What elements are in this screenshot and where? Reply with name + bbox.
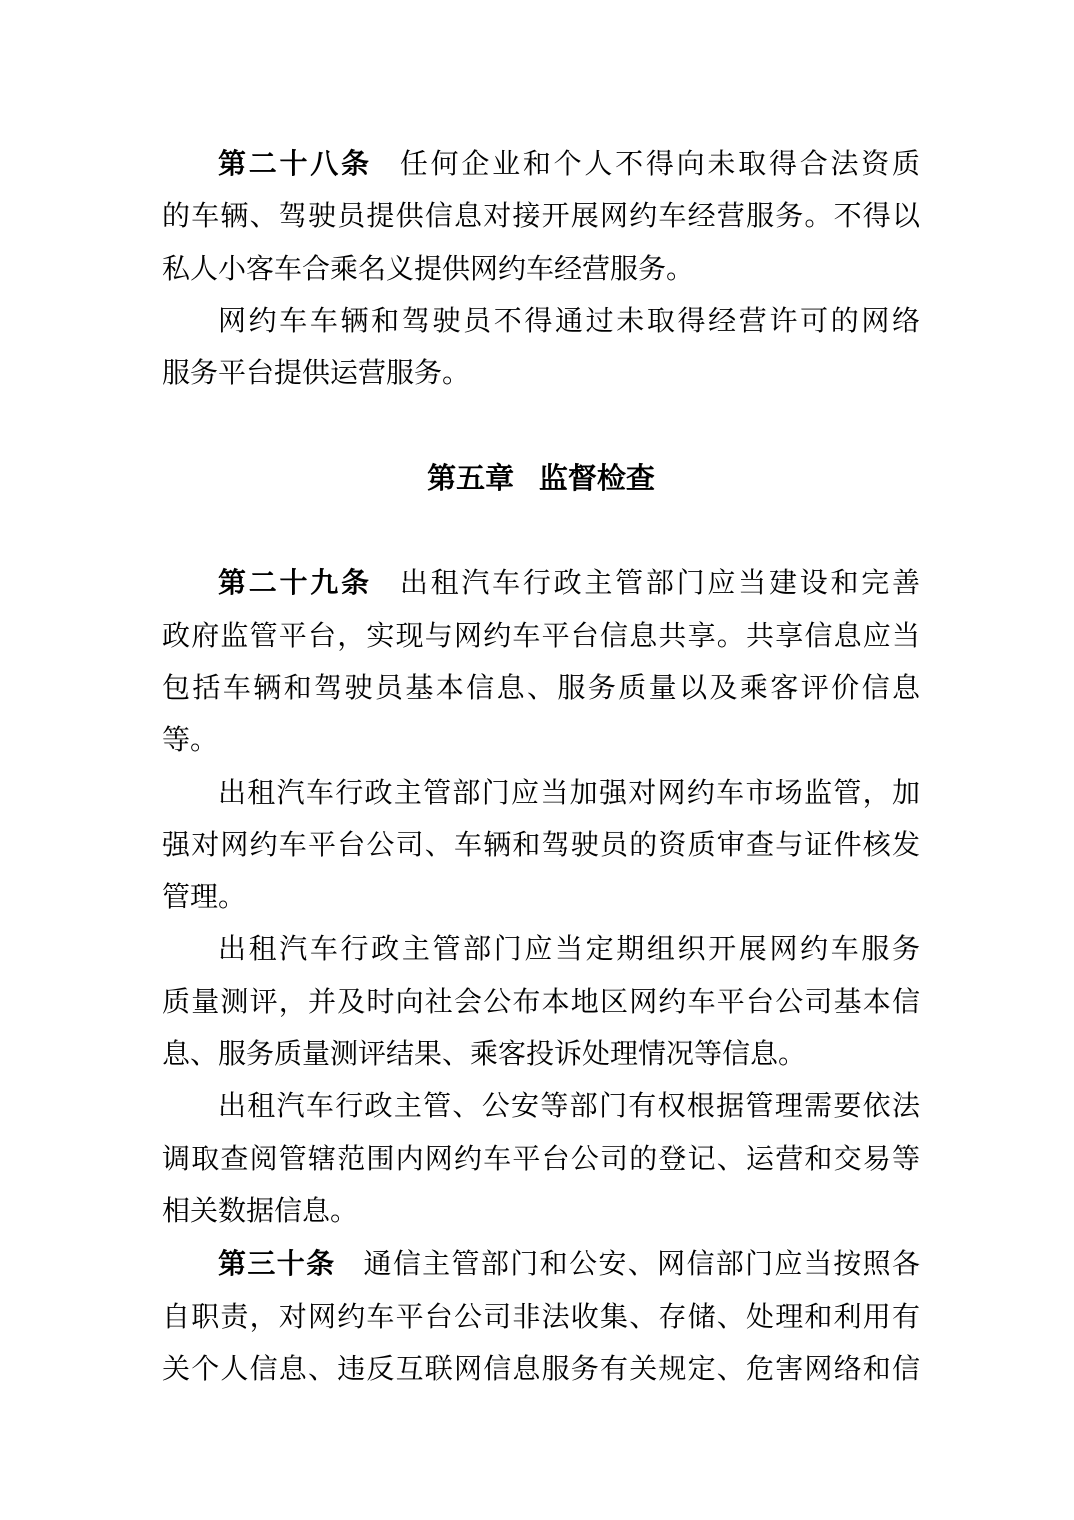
text-line [162, 663, 920, 715]
text-line [162, 1238, 920, 1291]
line-text: 调取查阅管辖范围内网约车平台公司的登记、运营和交易等 [162, 1143, 920, 1175]
text-line [162, 924, 920, 976]
line-text: 服务平台提供运营服务。 [162, 358, 471, 390]
text-line [162, 1134, 920, 1186]
text-line [162, 1186, 920, 1238]
line-text: 关个人信息、违反互联网信息服务有关规定、危害网络和信 [162, 1353, 920, 1385]
text-line [162, 977, 920, 1029]
text-line [162, 1029, 920, 1081]
text-line [162, 1292, 920, 1344]
line-text: 自职责，对网约车平台公司非法收集、存储、处理和利用有 [162, 1301, 920, 1333]
text-line [162, 244, 920, 296]
text-line [162, 191, 920, 243]
chapter-number-label: 第五章 [427, 462, 515, 495]
article-number-label: 第二十九条 [218, 567, 372, 599]
line-text: 包括车辆和驾驶员基本信息、服务质量以及乘客评价信息 [162, 672, 920, 704]
paragraph-article-28 [162, 138, 920, 296]
paragraph-article-30 [162, 1238, 920, 1396]
text-line [162, 1081, 920, 1133]
line-text: 出租汽车行政主管部门应当加强对网约车市场监管，加 [218, 777, 920, 809]
text-line [162, 872, 920, 924]
paragraph-article-29-clause-2 [162, 768, 920, 925]
article-number-label: 第三十条 [218, 1248, 336, 1280]
line-text: 强对网约车平台公司、车辆和驾驶员的资质审查与证件核发 [162, 829, 920, 861]
line-text: 出租汽车行政主管部门应当建设和完善 [399, 568, 920, 600]
paragraph-article-29-clause-3 [162, 924, 920, 1081]
text-line [162, 715, 920, 767]
line-text: 出租汽车行政主管、公安等部门有权根据管理需要依法 [218, 1091, 920, 1123]
line-text: 任何企业和个人不得向未取得合法资质 [399, 149, 920, 180]
line-text: 私人小客车合乘名义提供网约车经营服务。 [162, 253, 695, 285]
text-line [162, 348, 920, 400]
line-text: 等。 [162, 725, 219, 757]
line-text: 通信主管部门和公安、网信部门应当按照各 [363, 1249, 920, 1281]
text-line [162, 611, 920, 663]
line-text: 政府监管平台，实现与网约车平台信息共享。共享信息应当 [162, 620, 920, 652]
paragraph-article-28-clause-2 [162, 296, 920, 401]
paragraph-article-29 [162, 557, 920, 767]
line-text: 的车辆、驾驶员提供信息对接开展网约车经营服务。不得以 [162, 201, 920, 233]
chapter-heading [162, 453, 920, 505]
text-line [162, 296, 920, 348]
line-text: 相关数据信息。 [162, 1195, 359, 1227]
line-text: 网约车车辆和驾驶员不得通过未取得经营许可的网络 [218, 305, 920, 337]
chapter-title-label: 监督检查 [538, 462, 655, 495]
text-line [162, 768, 920, 820]
text-line [162, 1344, 920, 1396]
line-text: 息、服务质量测评结果、乘客投诉处理情况等信息。 [162, 1039, 807, 1071]
text-line [162, 138, 920, 191]
line-text: 出租汽车行政主管部门应当定期组织开展网约车服务 [218, 934, 920, 966]
line-text: 管理。 [162, 882, 247, 914]
text-line [162, 820, 920, 872]
article-number-label: 第二十八条 [218, 148, 372, 179]
text-line [162, 557, 920, 610]
paragraph-article-29-clause-4 [162, 1081, 920, 1238]
line-text: 质量测评，并及时向社会公布本地区网约车平台公司基本信 [162, 986, 920, 1018]
